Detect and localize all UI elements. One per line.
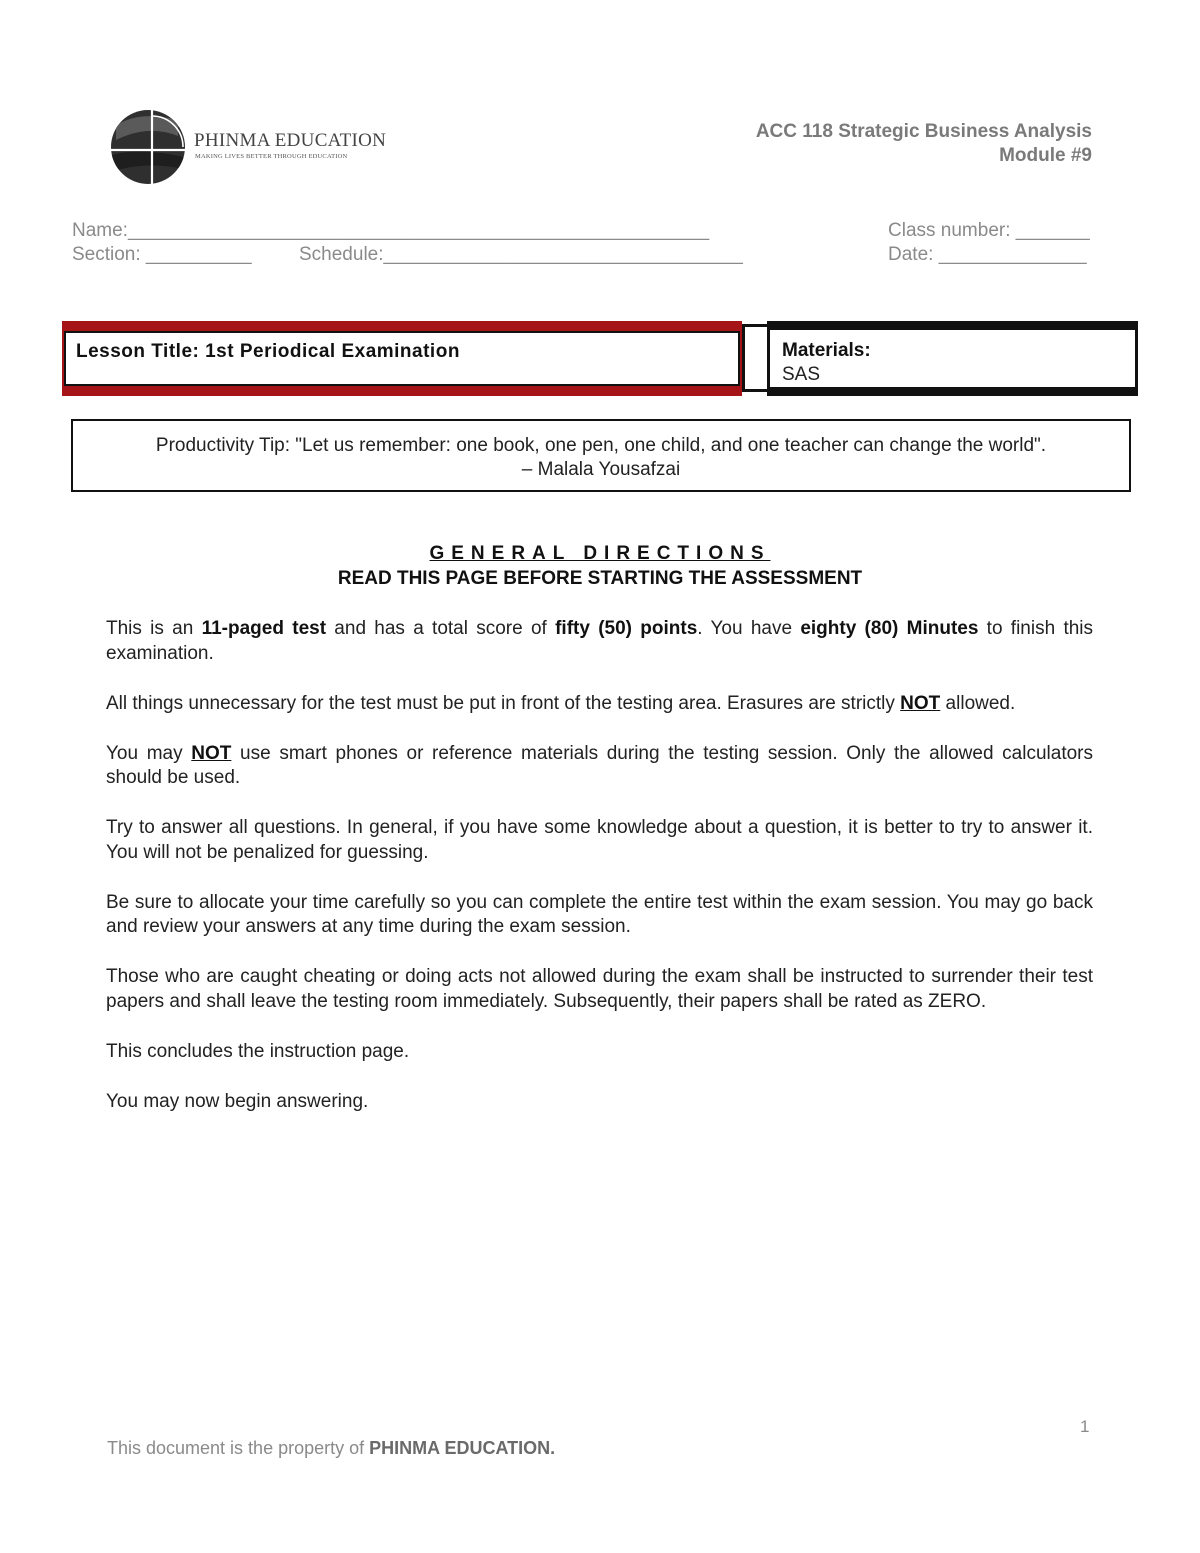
course-header [756, 120, 1092, 168]
footer-owner: PHINMA EDUCATION. [369, 1438, 556, 1458]
total-score: fifty (50) points [555, 618, 698, 639]
materials-value: SAS [782, 364, 821, 385]
divider-box [742, 324, 770, 392]
text-run: and has a total score of [326, 618, 556, 639]
class-number-field[interactable]: Class number: _______ [888, 220, 1090, 241]
text-run: This is an [106, 618, 202, 639]
materials-box [767, 321, 1138, 396]
test-length: 11-paged test [201, 618, 327, 639]
direction-paragraph: Those who are caught cheating or doing acts not allowed during the exam shall be instructed to surrender their test papers and shall leave the testing room immediately. Subsequently, their papers shall be rated as ZERO. [106, 966, 1093, 1012]
phinma-logo [108, 106, 387, 188]
emphasis-not: NOT [900, 692, 941, 714]
direction-paragraph: Try to answer all questions. In general, if you have some knowledge about a question, it is better to try to answer it. You will not be penalized for guessing. [106, 817, 1093, 863]
lesson-title-inner [64, 331, 740, 386]
section-field[interactable]: Section: __________ [72, 244, 252, 265]
module-number: Module #9 [999, 145, 1092, 166]
text-run: allowed. [940, 692, 1016, 714]
directions-body [106, 617, 1093, 1140]
directions-subtitle: READ THIS PAGE BEFORE STARTING THE ASSESSMENT [337, 568, 863, 589]
text-run: All things unnecessary for the test must be put in front of the testing area. Erasures are strictly [106, 692, 901, 714]
time-limit: eighty (80) Minutes [800, 618, 979, 639]
course-title: ACC 118 Strategic Business Analysis [755, 121, 1092, 142]
direction-paragraph [106, 742, 1093, 791]
direction-paragraph: Be sure to allocate your time carefully so you can complete the entire test within the exam session. You may go back and review your answers at any time during the exam session. [106, 891, 1093, 937]
direction-paragraph [106, 617, 1093, 666]
productivity-tip-box [71, 419, 1131, 492]
text-run: to finish this examination. [106, 618, 1094, 664]
text-run: . You have [697, 618, 801, 639]
logo-tagline: MAKING LIVES BETTER THROUGH EDUCATION [195, 153, 348, 160]
footer [107, 1438, 555, 1459]
materials-label: Materials: [782, 340, 871, 361]
date-field[interactable]: Date: ______________ [888, 244, 1087, 265]
lesson-title: Lesson Title: 1st Periodical Examination [76, 341, 460, 362]
schedule-field[interactable]: Schedule:__________________________________ [299, 244, 743, 265]
materials-inner [770, 330, 1135, 387]
directions-title: GENERAL DIRECTIONS [429, 543, 771, 564]
direction-paragraph: You may now begin answering. [106, 1090, 369, 1112]
lesson-title-box [62, 321, 742, 396]
productivity-tip-quote: Productivity Tip: "Let us remember: one book, one pen, one child, and one teacher can change the world". [155, 435, 1047, 456]
phinma-globe-icon [108, 106, 190, 188]
name-field[interactable]: Name:_______________________________________________________ [72, 220, 710, 241]
page-number: 1 [1080, 1417, 1090, 1436]
productivity-tip-author: – Malala Yousafzai [521, 459, 681, 480]
direction-paragraph: This concludes the instruction page. [106, 1040, 410, 1062]
direction-paragraph [106, 692, 1093, 717]
footer-text: This document is the property of [107, 1438, 370, 1458]
logo-name: PHINMA EDUCATION [194, 130, 387, 151]
emphasis-not: NOT [191, 742, 232, 764]
text-run: You may [106, 742, 192, 764]
text-run: use smart phones or reference materials during the testing session. Only the allowed calculators should be used. [106, 742, 1093, 788]
